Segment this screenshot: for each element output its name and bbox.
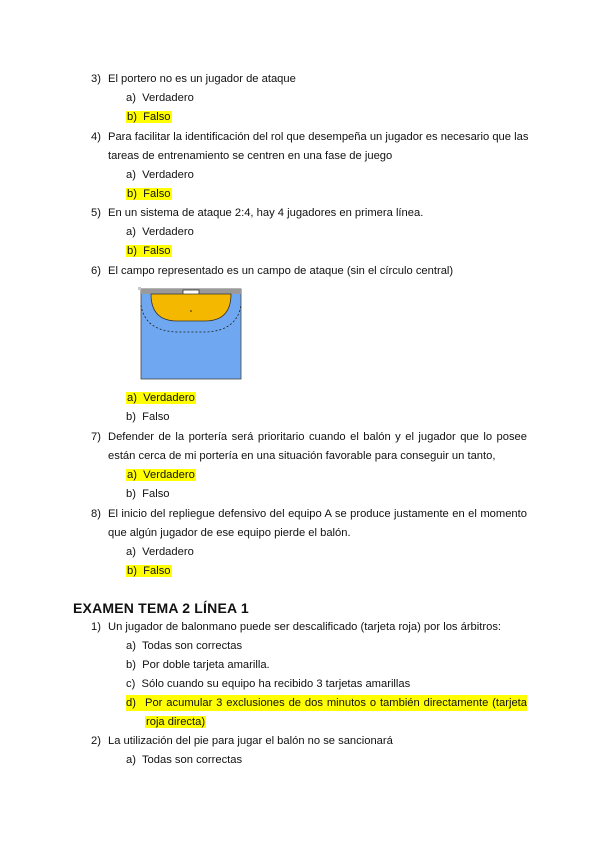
option-a: a) Verdadero: [126, 226, 194, 238]
option-b: b) Por doble tarjeta amarilla.: [126, 659, 270, 671]
option-b-highlighted: b) Falso: [127, 565, 171, 577]
option-a-highlighted: a) Verdadero: [127, 392, 195, 404]
question-number: 3): [91, 73, 101, 85]
option-a-highlighted: a) Verdadero: [127, 469, 195, 481]
option-d-highlighted: d) Por acumular 3 exclusiones de dos minutos o también directamente (tarjeta: [126, 697, 527, 709]
option-b-highlighted: b) Falso: [127, 111, 171, 123]
section-heading: EXAMEN TEMA 2 LÍNEA 1: [73, 600, 249, 616]
question-4: 4) Para facilitar la identificación del rol que desempeña un jugador es necesario que las: [91, 131, 529, 143]
option-a: a) Todas son correctas: [126, 754, 243, 766]
option-a: a) Verdadero: [126, 546, 194, 558]
question-4-line2: tareas de entrenamiento se centren en una fase de juego: [108, 150, 393, 162]
option-a: a) Verdadero: [126, 169, 194, 181]
question-text: El portero no es un jugador de ataque: [108, 73, 296, 85]
option-b-highlighted: b) Falso: [127, 188, 171, 200]
option-a: a) Verdadero: [126, 92, 194, 104]
option-a: a) Todas son correctas: [126, 640, 243, 652]
question-6: 6) El campo representado es un campo de ataque (sin el círculo central): [91, 265, 454, 277]
question-8: 8) El inicio del repliegue defensivo del equipo A se produce justamente en el momento: [91, 508, 527, 520]
option-b: b) Falso: [126, 411, 170, 423]
option-c: c) Sólo cuando su equipo ha recibido 3 tarjetas amarillas: [126, 678, 411, 690]
question-8-line2: que algún jugador de ese equipo pierde el balón.: [108, 527, 351, 539]
handball-court-figure: [137, 285, 243, 381]
option-b: b) Falso: [126, 488, 170, 500]
question-7-line2: están cerca de mi portería en una situación favorable para conseguir un tanto,: [108, 450, 496, 462]
question-3: [91, 72, 296, 86]
option-d-line2: roja directa): [146, 716, 206, 728]
question-5: 5) En un sistema de ataque 2:4, hay 4 jugadores en primera línea.: [91, 207, 424, 219]
exam-question-2: 2) La utilización del pie para jugar el balón no se sancionará: [91, 735, 393, 747]
exam-question-1: 1) Un jugador de balonmano puede ser descalificado (tarjeta roja) por los árbitros:: [91, 621, 502, 633]
option-b-highlighted: b) Falso: [127, 245, 171, 257]
question-7: 7) Defender de la portería será prioritario cuando el balón y el jugador que lo posee: [91, 431, 527, 443]
